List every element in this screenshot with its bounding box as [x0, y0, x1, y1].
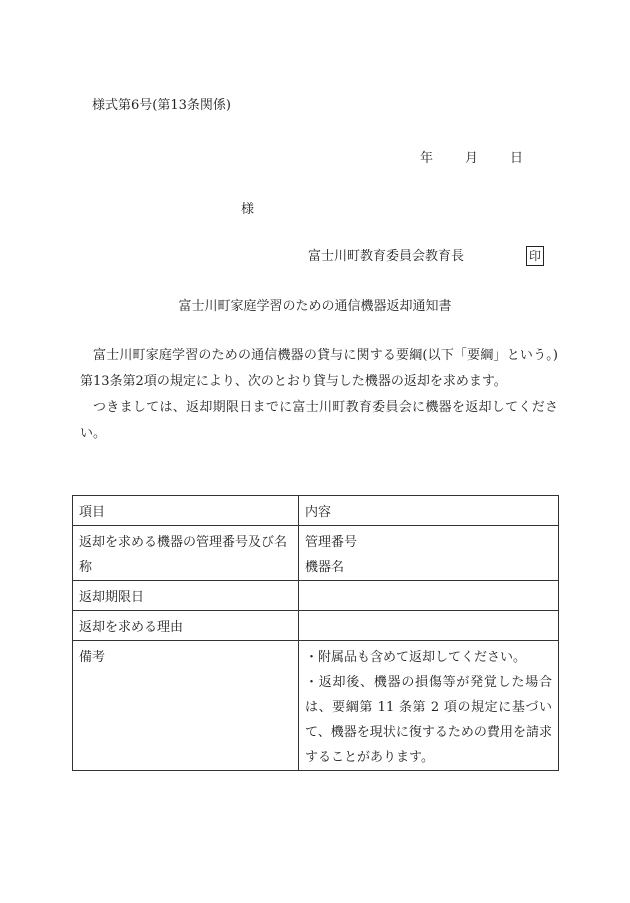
table-row-remarks: [73, 641, 559, 771]
remarks-label-cell: 備考: [73, 641, 299, 771]
deadline-value-cell: [299, 581, 559, 611]
remarks-note-1: ・附属品も含めて返却してください。: [305, 650, 527, 665]
reason-label-cell: 返却を求める理由: [73, 611, 299, 641]
form-number: 様式第6号(第13条関係): [92, 98, 231, 113]
device-label-cell: 返却を求める機器の管理番号及び名称: [73, 526, 299, 581]
body-paragraph-1: 富士川町家庭学習のための通信機器の貸与に関する要綱(以下「要綱」という。)第13条第2項の規定により、次のとおり貸与した機器の返却を求めます。: [80, 348, 558, 389]
date-day-label: 日: [510, 151, 524, 166]
document-title: 富士川町家庭学習のための通信機器返却通知書: [178, 299, 452, 314]
seal-mark: 印: [526, 246, 544, 266]
device-value-cell: [299, 526, 559, 581]
body-paragraph-2: つきましては、返却期限日までに富士川町教育委員会に機器を返却してください。: [80, 400, 558, 441]
issuer-name: 富士川町教育委員会教育長: [308, 249, 465, 264]
device-name-label: 機器名: [305, 560, 345, 575]
reason-value-cell: [299, 611, 559, 641]
management-number-label: 管理番号: [305, 535, 358, 550]
remarks-note-2: ・返却後、機器の損傷等が発覚した場合は、要綱第 11 条第 2 項の規定に基づいて、機器を現状に復するための費用を請求することがあります。: [305, 675, 552, 765]
deadline-label-cell: 返却期限日: [73, 581, 299, 611]
table-row-reason: [73, 611, 559, 641]
table-header-row: [73, 496, 559, 526]
table-row-device: [73, 526, 559, 581]
body-text: [80, 343, 558, 447]
return-details-table: [72, 495, 559, 771]
date-year-label: 年: [420, 151, 434, 166]
table-row-deadline: [73, 581, 559, 611]
header-content-cell: 内容: [299, 496, 559, 526]
header-item-cell: 項目: [73, 496, 299, 526]
recipient-suffix: 様: [241, 202, 255, 217]
remarks-value-cell: [299, 641, 559, 771]
date-month-label: 月: [465, 151, 479, 166]
date-line: [420, 152, 523, 165]
